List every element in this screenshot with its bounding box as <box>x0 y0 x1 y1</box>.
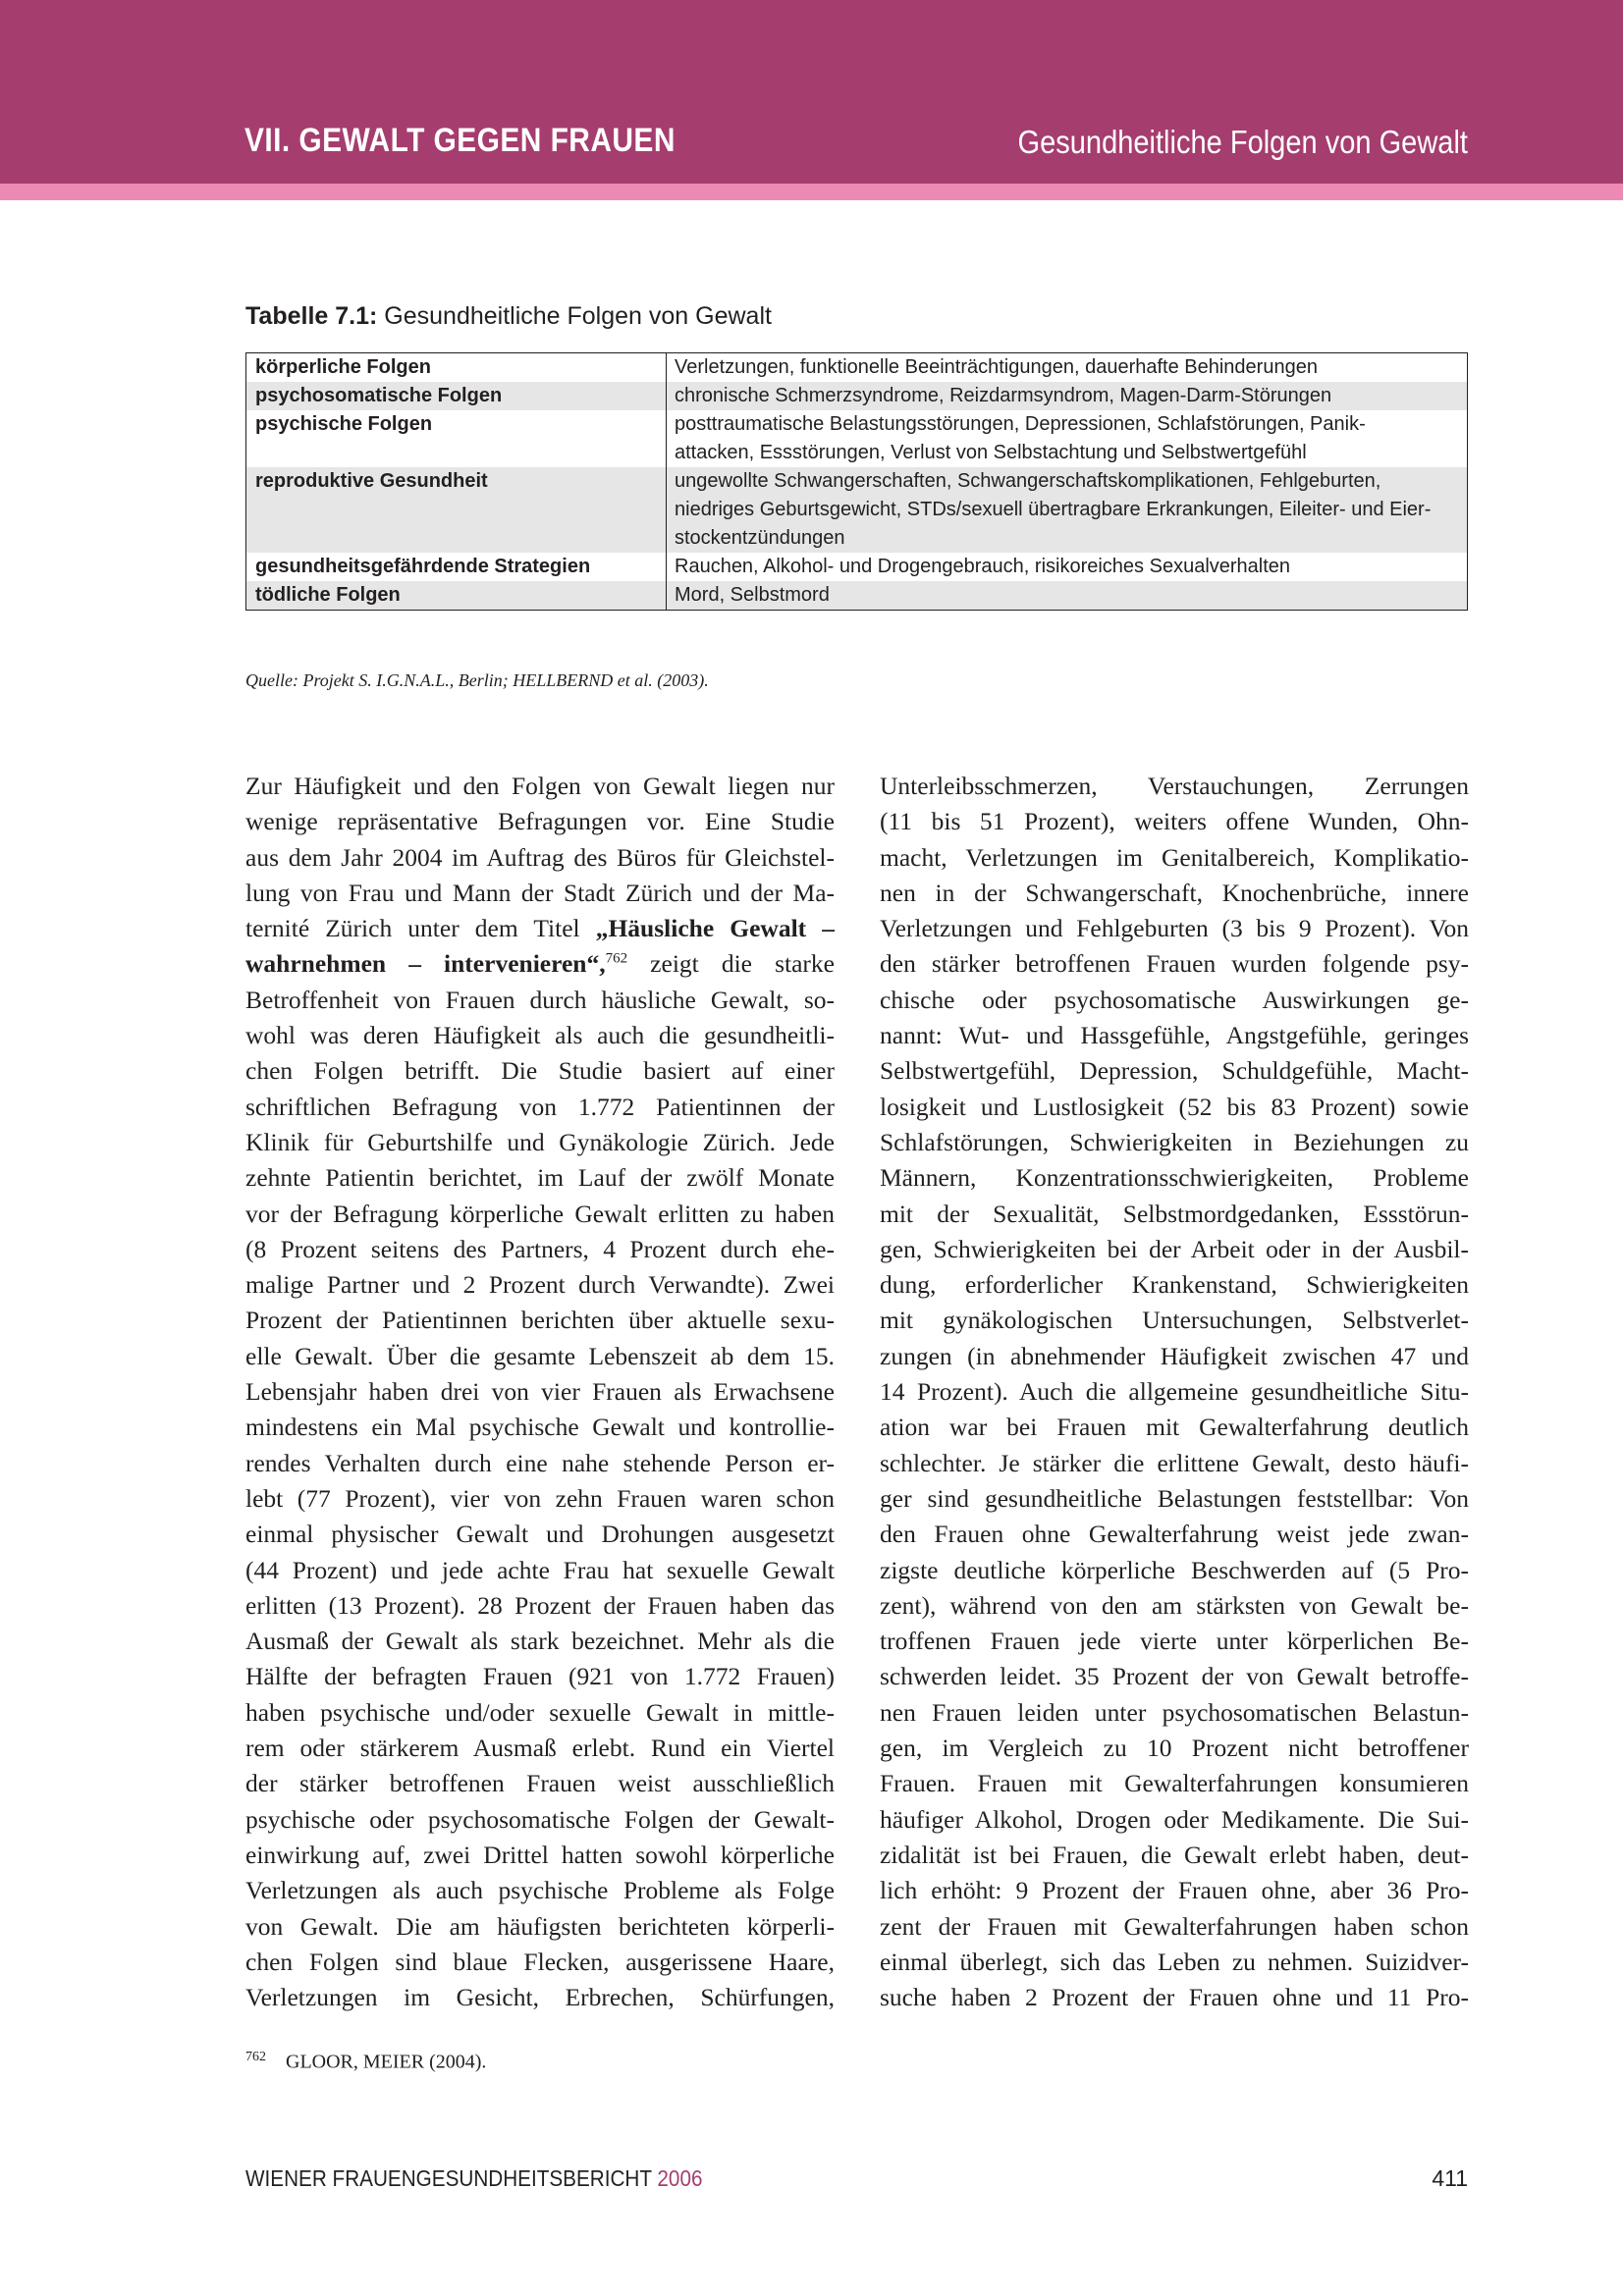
text-line: Zur Häufigkeit und den Folgen von Gewalt liegen nur <box>245 772 835 800</box>
text-line <box>245 946 835 982</box>
table-row <box>246 382 1468 410</box>
footnote-text: GLOOR, MEIER (2004). <box>286 2051 487 2073</box>
text-segment: ternité Zürich unter dem Titel <box>245 914 580 943</box>
text-line: gen, Schwierigkeiten bei der Arbeit oder in der Ausbil- <box>880 1234 1469 1263</box>
table-row <box>246 353 1468 383</box>
text-line: Lebensjahr haben drei von vier Frauen als Erwachsene <box>245 1377 835 1407</box>
text-line: chen Folgen betrifft. Die Studie basiert auf einer <box>245 1056 835 1086</box>
table-row <box>246 467 1468 553</box>
text-line: wohl was deren Häufigkeit als auch die gesundheitli- <box>245 1021 835 1050</box>
text-line: den stärker betroffenen Frauen wurden folgende psy- <box>880 949 1469 979</box>
table-description-line: chronische Schmerzsyndrome, Reizdarmsyndrom, Magen-Darm-Störungen <box>675 385 1332 406</box>
footer-report-name: WIENER FRAUENGESUNDHEITSBERICHT <box>245 2165 652 2191</box>
text-line: Betroffenheit von Frauen durch häusliche Gewalt, so- <box>245 985 835 1014</box>
text-line: haben psychische und/oder sexuelle Gewalt in mittle- <box>245 1697 835 1727</box>
table-description-line: Mord, Selbstmord <box>675 584 830 606</box>
table-category-cell: psychosomatische Folgen <box>246 382 667 410</box>
text-line: troffenen Frauen jede vierte unter körperlichen Be- <box>880 1627 1469 1656</box>
text-line: erlitten (13 Prozent). 28 Prozent der Frauen haben das <box>245 1590 835 1620</box>
table-category-cell: tödliche Folgen <box>246 581 667 611</box>
table-description-cell <box>667 467 1468 553</box>
text-line: mit der Sexualität, Selbstmordgedanken, Essstörun- <box>880 1199 1469 1228</box>
body-column-left <box>245 769 835 2015</box>
table-description-line: Rauchen, Alkohol- und Drogengebrauch, risikoreiches Sexualverhalten <box>675 556 1291 577</box>
text-line: zidalität ist bei Frauen, die Gewalt erlebt haben, deut- <box>880 1840 1469 1869</box>
table-category-cell: körperliche Folgen <box>246 353 667 383</box>
text-line: (8 Prozent seitens des Partners, 4 Prozent durch ehe- <box>245 1234 835 1263</box>
text-line: Unterleibsschmerzen, Verstauchungen, Zerrungen <box>880 772 1469 800</box>
table-row <box>246 410 1468 467</box>
text-line: lebt (77 Prozent), vier von zehn Frauen waren schon <box>245 1483 835 1513</box>
text-line: gen, im Vergleich zu 10 Prozent nicht betroffener <box>880 1734 1469 1763</box>
body-column-right <box>880 769 1469 2015</box>
text-line: suche haben 2 Prozent der Frauen ohne und 11 Pro- <box>880 1983 1469 2012</box>
text-line: zent der Frauen mit Gewalterfahrungen haben schon <box>880 1911 1469 1941</box>
table-label: Tabelle 7.1: <box>245 302 378 330</box>
text-line: zehnte Patientin berichtet, im Lauf der zwölf Monate <box>245 1163 835 1193</box>
text-line: einmal physischer Gewalt und Drohungen ausgesetzt <box>245 1520 835 1549</box>
text-line: Klinik für Geburtshilfe und Gynäkologie Zürich. Jede <box>245 1127 835 1156</box>
text-line: malige Partner und 2 Prozent durch Verwandte). Zwei <box>245 1270 835 1300</box>
text-line: rem oder stärkerem Ausmaß erlebt. Rund ein Viertel <box>245 1734 835 1763</box>
table-category-cell: reproduktive Gesundheit <box>246 467 667 553</box>
text-segment: zeigt die starke <box>627 949 835 979</box>
text-line: Hälfte der befragten Frauen (921 von 1.772 Frauen) <box>245 1662 835 1691</box>
table-row <box>246 581 1468 611</box>
table-description-line: attacken, Essstörungen, Verlust von Selbstachtung und Selbstwertgefühl <box>675 442 1307 463</box>
text-line: Verletzungen und Fehlgeburten (3 bis 9 Prozent). Von <box>880 914 1469 943</box>
table-description-line: stockentzündungen <box>675 527 845 549</box>
health-consequences-table <box>245 352 1468 611</box>
text-line: lich erhöht: 9 Prozent der Frauen ohne, aber 36 Pro- <box>880 1876 1469 1905</box>
table-description-cell <box>667 353 1468 383</box>
text-line: Verletzungen im Gesicht, Erbrechen, Schürfungen, <box>245 1983 835 2012</box>
text-line: (44 Prozent) und jede achte Frau hat sexuelle Gewalt <box>245 1555 835 1584</box>
table-description-line: posttraumatische Belastungsstörungen, Depressionen, Schlafstörungen, Panik- <box>675 413 1366 435</box>
table-description-cell <box>667 382 1468 410</box>
text-line: schriftlichen Befragung von 1.772 Patientinnen der <box>245 1092 835 1121</box>
table-description-cell <box>667 553 1468 581</box>
table-description-line: niedriges Geburtsgewicht, STDs/sexuell übertragbare Erkrankungen, Eileiter- und Eier- <box>675 499 1432 520</box>
text-line: chen Folgen sind blaue Flecken, ausgerissene Haare, <box>245 1947 835 1976</box>
text-line: aus dem Jahr 2004 im Auftrag des Büros für Gleichstel- <box>245 842 835 872</box>
text-line: dung, erforderlicher Krankenstand, Schwierigkeiten <box>880 1270 1469 1300</box>
text-line: ger sind gesundheitliche Belastungen feststellbar: Von <box>880 1483 1469 1513</box>
chapter-title: VII. GEWALT GEGEN FRAUEN <box>244 122 676 159</box>
text-line: schlechter. Je stärker die erlittene Gewalt, desto häufi- <box>880 1448 1469 1477</box>
text-line: häufiger Alkohol, Drogen oder Medikamente. Die Sui- <box>880 1804 1469 1834</box>
text-line: nen Frauen leiden unter psychosomatischen Belastun- <box>880 1697 1469 1727</box>
footnote-reference: 762 <box>605 950 628 967</box>
header-stripe <box>0 184 1623 200</box>
table-title: Gesundheitliche Folgen von Gewalt <box>384 302 772 330</box>
table-row <box>246 553 1468 581</box>
table-description-line: Verletzungen, funktionelle Beeinträchtigungen, dauerhafte Behinderungen <box>675 356 1318 378</box>
footer-year: 2006 <box>657 2165 703 2191</box>
text-line: einmal überlegt, sich das Leben zu nehmen. Suizidver- <box>880 1947 1469 1976</box>
text-line: wenige repräsentative Befragungen vor. Eine Studie <box>245 807 835 836</box>
text-line: Prozent der Patientinnen berichten über aktuelle sexu- <box>245 1306 835 1335</box>
page-number: 411 <box>1432 2165 1468 2191</box>
table-description-line: ungewollte Schwangerschaften, Schwangerschaftskomplikationen, Fehlgeburten, <box>675 470 1381 492</box>
text-line: von Gewalt. Die am häufigsten berichteten körperli- <box>245 1911 835 1941</box>
section-title: Gesundheitliche Folgen von Gewalt <box>1017 124 1468 160</box>
text-line: einwirkung auf, zwei Drittel hatten sowohl körperliche <box>245 1840 835 1869</box>
text-line: macht, Verletzungen im Genitalbereich, Komplikatio- <box>880 842 1469 872</box>
text-line: Ausmaß der Gewalt als stark bezeichnet. Mehr als die <box>245 1627 835 1656</box>
text-line: vor der Befragung körperliche Gewalt erlitten zu haben <box>245 1199 835 1228</box>
table-category-cell: gesundheitsgefährdende Strategien <box>246 553 667 581</box>
text-line: den Frauen ohne Gewalterfahrung weist jede zwan- <box>880 1520 1469 1549</box>
table-description-cell <box>667 410 1468 467</box>
text-line: zungen (in abnehmender Häufigkeit zwischen 47 und <box>880 1341 1469 1370</box>
table-source: Quelle: Projekt S. I.G.N.A.L., Berlin; HELLBERND et al. (2003). <box>245 670 709 690</box>
text-line: losigkeit und Lustlosigkeit (52 bis 83 Prozent) sowie <box>880 1092 1469 1121</box>
study-title-part1: „Häusliche Gewalt – <box>595 914 835 943</box>
footnote-number: 762 <box>245 2050 266 2064</box>
text-line: Männern, Konzentrationsschwierigkeiten, Probleme <box>880 1163 1469 1193</box>
text-line: (11 bis 51 Prozent), weiters offene Wunden, Ohn- <box>880 807 1469 836</box>
table-category-cell: psychische Folgen <box>246 410 667 467</box>
text-line: 14 Prozent). Auch die allgemeine gesundheitliche Situ- <box>880 1377 1469 1407</box>
text-line: mindestens ein Mal psychische Gewalt und kontrollie- <box>245 1413 835 1442</box>
text-line: Frauen. Frauen mit Gewalterfahrungen konsumieren <box>880 1769 1469 1798</box>
text-line: zent), während von den am stärksten von Gewalt be- <box>880 1590 1469 1620</box>
text-line: zigste deutliche körperliche Beschwerden auf (5 Pro- <box>880 1555 1469 1584</box>
text-line: ation war bei Frauen mit Gewalterfahrung deutlich <box>880 1413 1469 1442</box>
text-line: psychische oder psychosomatische Folgen der Gewalt- <box>245 1804 835 1834</box>
text-line: der stärker betroffenen Frauen weist ausschließlich <box>245 1769 835 1798</box>
text-line: Schlafstörungen, Schwierigkeiten in Beziehungen zu <box>880 1127 1469 1156</box>
text-line: lung von Frau und Mann der Stadt Zürich und der Ma- <box>245 878 835 907</box>
text-line: Selbstwertgefühl, Depression, Schuldgefühle, Macht- <box>880 1056 1469 1086</box>
text-line <box>245 911 835 946</box>
table-description-cell <box>667 581 1468 611</box>
text-line: Verletzungen als auch psychische Probleme als Folge <box>245 1876 835 1905</box>
text-line: mit gynäkologischen Untersuchungen, Selbstverlet- <box>880 1306 1469 1335</box>
footer-report-title <box>245 2165 702 2192</box>
text-line: chische oder psychosomatische Auswirkungen ge- <box>880 985 1469 1014</box>
table-caption <box>245 302 772 331</box>
study-title-part2: wahrnehmen – intervenieren“, <box>245 949 606 979</box>
text-line: rendes Verhalten durch eine nahe stehende Person er- <box>245 1448 835 1477</box>
text-line: schwerden leidet. 35 Prozent der von Gewalt betroffe- <box>880 1662 1469 1691</box>
text-line: nen in der Schwangerschaft, Knochenbrüche, innere <box>880 878 1469 907</box>
text-line: elle Gewalt. Über die gesamte Lebenszeit ab dem 15. <box>245 1341 835 1370</box>
text-line: nannt: Wut- und Hassgefühle, Angstgefühle, geringes <box>880 1021 1469 1050</box>
footnote <box>245 2050 486 2074</box>
